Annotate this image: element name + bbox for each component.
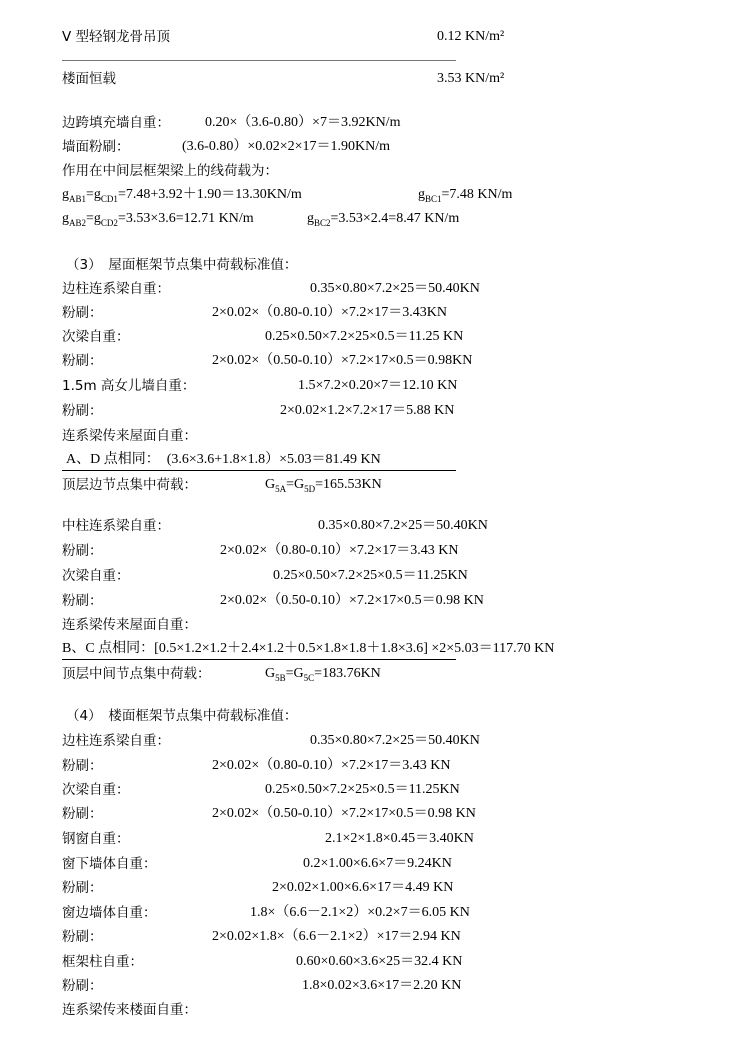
sec3-parapet-label: 1.5m 高女儿墙自重： bbox=[62, 378, 196, 394]
sec4-column-label: 框架柱自重： bbox=[62, 954, 143, 970]
sec4-plaster3-value: 2×0.02×1.00×6.6×17＝4.49 KN bbox=[272, 880, 454, 895]
sec3-plaster2-label: 粉刷： bbox=[62, 353, 103, 369]
edge-wall-value: 0.20×（3.6-0.80）×7＝3.92KN/m bbox=[205, 115, 401, 130]
sec3-plaster3-value: 2×0.02×1.2×7.2×17＝5.88 KN bbox=[280, 403, 455, 418]
sec4-plaster1-label: 粉刷： bbox=[62, 758, 103, 774]
sec3-plaster1-value: 2×0.02×（0.80-0.10）×7.2×17＝3.43KN bbox=[212, 305, 447, 320]
sec3-secondary2-label: 次梁自重： bbox=[62, 568, 130, 584]
g-bc1-formula: $g_{BC1}=7.48$ KN/m bbox=[418, 187, 513, 204]
sec4-plaster2-label: 粉刷： bbox=[62, 806, 103, 822]
sec3-top-edge-value: $G_{5A}=G_{5D}=165.53KN$ bbox=[265, 477, 382, 494]
floor-dead-value: 3.53 KN/m² bbox=[437, 71, 505, 86]
sec4-plaster4-value: 2×0.02×1.8×（6.6－2.1×2）×17＝2.94 KN bbox=[212, 929, 461, 944]
sec4-column-value: 0.60×0.60×3.6×25＝32.4 KN bbox=[296, 954, 463, 969]
sec3-ad-underline bbox=[62, 470, 456, 471]
sec4-window-value: 2.1×2×1.8×0.45＝3.40KN bbox=[325, 831, 474, 846]
sec3-secondary2-value: 0.25×0.50×7.2×25×0.5＝11.25KN bbox=[273, 568, 468, 583]
sec4-side-beam-value: 0.35×0.80×7.2×25＝50.40KN bbox=[310, 733, 480, 748]
sec4-window-side-label: 窗边墙体自重： bbox=[62, 905, 157, 921]
sec4-side-beam-label: 边柱连系梁自重： bbox=[62, 733, 170, 749]
sec3-parapet-value: 1.5×7.2×0.20×7＝12.10 KN bbox=[298, 378, 458, 393]
sec3-bc-line: B、C 点相同：[0.5×1.2×1.2＋2.4×1.2＋0.5×1.8×1.8＋1.8×3.6] ×2×5.03＝117.70 KN bbox=[62, 641, 555, 656]
sec4-under-window-label: 窗下墙体自重： bbox=[62, 856, 157, 872]
sec3-plaster2-value: 2×0.02×（0.50-0.10）×7.2×17×0.5＝0.98KN bbox=[212, 353, 473, 368]
sec3-tie-roof-label: 连系梁传来屋面自重： bbox=[62, 428, 197, 444]
sec3-secondary-value: 0.25×0.50×7.2×25×0.5＝11.25 KN bbox=[265, 329, 464, 344]
sec3-plaster4-value: 2×0.02×（0.80-0.10）×7.2×17＝3.43 KN bbox=[220, 543, 459, 558]
sec4-plaster1-value: 2×0.02×（0.80-0.10）×7.2×17＝3.43 KN bbox=[212, 758, 451, 773]
sec4-secondary-label: 次梁自重： bbox=[62, 782, 130, 798]
sec3-bc-underline bbox=[62, 659, 456, 660]
ceiling-value: 0.12 KN/m² bbox=[437, 29, 505, 44]
sec4-title: （4） 楼面框架节点集中荷载标准值： bbox=[66, 708, 298, 724]
sec4-window-side-value: 1.8×（6.6－2.1×2）×0.2×7＝6.05 KN bbox=[250, 905, 470, 920]
sec3-top-mid-value: $G_{5B}=G_{5C}=183.76KN$ bbox=[265, 666, 381, 683]
sec3-plaster5-value: 2×0.02×（0.50-0.10）×7.2×17×0.5＝0.98 KN bbox=[220, 593, 484, 608]
wall-plaster-label: 墙面粉刷： bbox=[62, 139, 130, 155]
g-ab2-formula: $g_{AB2}=g_{CD2}=3.53\times 3.6=12.71$ KN/m bbox=[62, 211, 254, 228]
floor-dead-label: 楼面恒载 bbox=[62, 71, 116, 87]
ceiling-label: V 型轻钢龙骨吊顶 bbox=[62, 29, 171, 45]
sec4-plaster4-label: 粉刷： bbox=[62, 929, 103, 945]
sec4-under-window-value: 0.2×1.00×6.6×7＝9.24KN bbox=[303, 856, 452, 871]
sec4-plaster2-value: 2×0.02×（0.50-0.10）×7.2×17×0.5＝0.98 KN bbox=[212, 806, 476, 821]
sec4-plaster3-label: 粉刷： bbox=[62, 880, 103, 896]
g-bc2-formula: $g_{BC2}=3.53\times 2.4=8.47$ KN/m bbox=[307, 211, 460, 228]
divider bbox=[62, 60, 456, 61]
sec4-tie-floor-label: 连系梁传来楼面自重： bbox=[62, 1002, 197, 1018]
sec3-secondary-label: 次梁自重： bbox=[62, 329, 130, 345]
sec3-top-mid-label: 顶层中间节点集中荷载： bbox=[62, 666, 211, 682]
mid-line-load-title: 作用在中间层框架梁上的线荷载为： bbox=[62, 163, 278, 179]
sec3-tie-roof2-label: 连系梁传来屋面自重： bbox=[62, 617, 197, 633]
sec3-side-beam-label: 边柱连系梁自重： bbox=[62, 281, 170, 297]
sec3-side-beam-value: 0.35×0.80×7.2×25＝50.40KN bbox=[310, 281, 480, 296]
sec3-plaster4-label: 粉刷： bbox=[62, 543, 103, 559]
sec4-secondary-value: 0.25×0.50×7.2×25×0.5＝11.25KN bbox=[265, 782, 460, 797]
sec4-window-label: 钢窗自重： bbox=[62, 831, 130, 847]
sec3-plaster5-label: 粉刷： bbox=[62, 593, 103, 609]
sec3-title: （3） 屋面框架节点集中荷载标准值： bbox=[66, 257, 298, 273]
sec3-mid-beam-value: 0.35×0.80×7.2×25＝50.40KN bbox=[318, 518, 488, 533]
sec4-plaster5-value: 1.8×0.02×3.6×17＝2.20 KN bbox=[302, 978, 462, 993]
sec3-top-edge-label: 顶层边节点集中荷载： bbox=[62, 477, 197, 493]
sec3-plaster1-label: 粉刷： bbox=[62, 305, 103, 321]
edge-wall-label: 边跨填充墙自重： bbox=[62, 115, 170, 131]
sec3-mid-beam-label: 中柱连系梁自重： bbox=[62, 518, 170, 534]
sec4-plaster5-label: 粉刷： bbox=[62, 978, 103, 994]
sec3-plaster3-label: 粉刷： bbox=[62, 403, 103, 419]
g-ab1-formula: $g_{AB1}=g_{CD1}=7.48+3.92+1.90=13.30KN/m$ bbox=[62, 187, 302, 204]
wall-plaster-value: (3.6-0.80）×0.02×2×17＝1.90KN/m bbox=[182, 139, 391, 154]
sec3-ad-line: A、D 点相同： (3.6×3.6+1.8×1.8）×5.03＝81.49 KN bbox=[66, 452, 381, 467]
